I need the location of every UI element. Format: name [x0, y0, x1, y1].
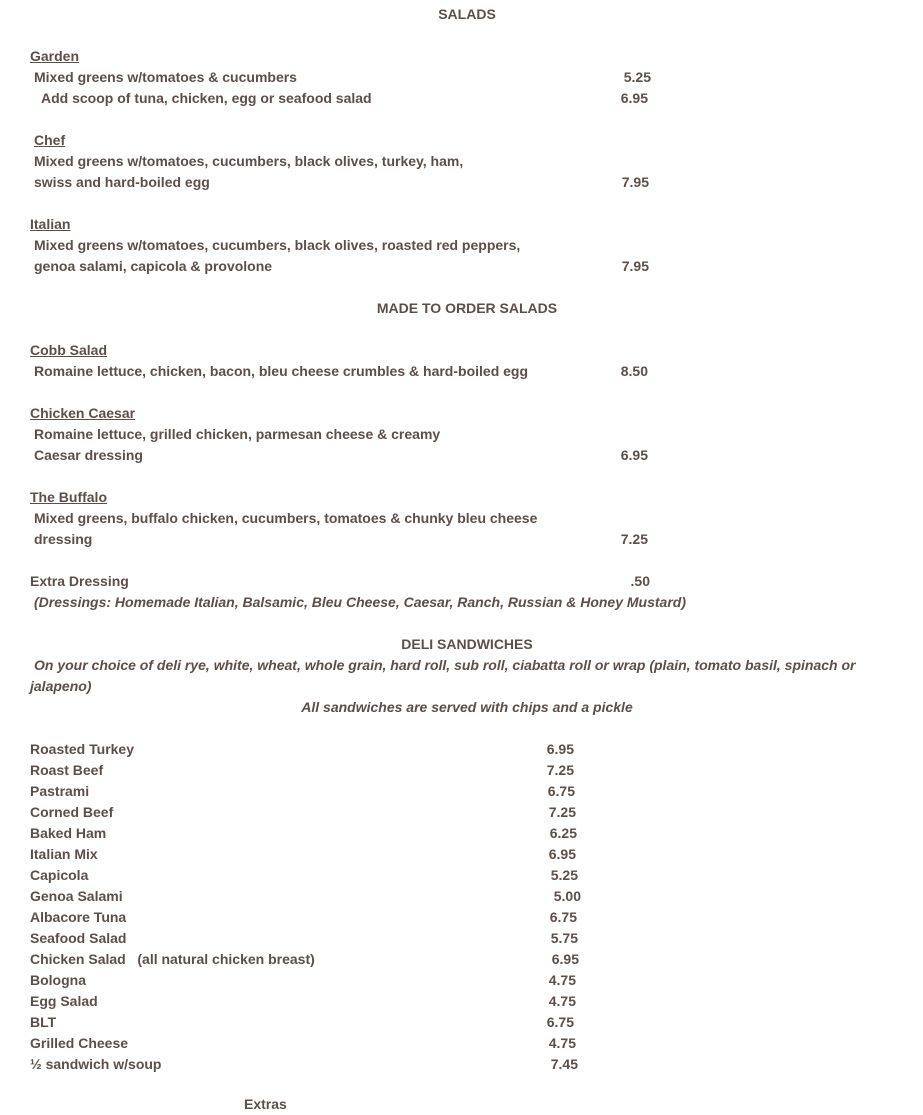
caesar-description-line1: Romaine lettuce, grilled chicken, parmesan cheese & creamy	[34, 426, 441, 442]
garden-addon-price: 6.95	[620, 90, 648, 106]
sandwich-price: 4.75	[548, 972, 576, 988]
sandwich-price: 7.25	[546, 762, 574, 778]
sandwich-price: 6.75	[546, 1014, 574, 1030]
garden-price: 5.25	[623, 69, 651, 85]
sandwich-name: Bologna	[30, 972, 86, 988]
garden-description: Mixed greens w/tomatoes & cucumbers	[34, 69, 297, 85]
caesar-price: 6.95	[620, 447, 648, 463]
italian-description-line2: genoa salami, capicola & provolone	[34, 258, 273, 274]
cobb-price: 8.50	[620, 363, 648, 379]
sandwich-name: ½ sandwich w/soup	[30, 1056, 162, 1072]
dressings-note: (Dressings: Homemade Italian, Balsamic, Bleu Cheese, Caesar, Ranch, Russian & Honey Mustard)	[34, 594, 686, 610]
sandwich-price: 7.25	[548, 804, 576, 820]
bread-choice-line1: On your choice of deli rye, white, wheat, whole grain, hard roll, sub roll, ciabatta roll or wrap (plain, tomato basil, spinach or	[34, 657, 856, 673]
chef-description-line1: Mixed greens w/tomatoes, cucumbers, black olives, turkey, ham,	[34, 153, 464, 169]
sandwich-price: 6.25	[549, 825, 577, 841]
sandwich-name: Seafood Salad	[30, 930, 127, 946]
sandwich-name: Chicken Salad (all natural chicken breast)	[30, 951, 315, 967]
extra-dressing-price: .50	[630, 573, 650, 589]
chef-title: Chef	[34, 132, 66, 148]
served-with-note: All sandwiches are served with chips and a pickle	[301, 699, 633, 715]
sandwich-name: Albacore Tuna	[30, 909, 127, 925]
sandwich-price: 5.75	[550, 930, 578, 946]
sandwich-price: 6.95	[551, 951, 579, 967]
sandwich-price: 6.75	[547, 783, 575, 799]
made-to-order-heading: MADE TO ORDER SALADS	[376, 300, 558, 316]
italian-description-line1: Mixed greens w/tomatoes, cucumbers, black olives, roasted red peppers,	[34, 237, 521, 253]
buffalo-title: The Buffalo	[30, 489, 107, 505]
sandwich-name: Italian Mix	[30, 846, 98, 862]
sandwich-price: 4.75	[548, 1035, 576, 1051]
cobb-title: Cobb Salad	[30, 342, 108, 358]
italian-price: 7.95	[621, 258, 649, 274]
buffalo-price: 7.25	[620, 531, 648, 547]
sandwich-price: 6.95	[548, 846, 576, 862]
sandwich-name: Roasted Turkey	[30, 741, 134, 757]
chef-description-line2: swiss and hard-boiled egg	[34, 174, 210, 190]
sandwich-price: 6.95	[546, 741, 574, 757]
bread-choice-line2: jalapeno)	[30, 678, 92, 694]
caesar-description-line2: Caesar dressing	[34, 447, 143, 463]
deli-heading: DELI SANDWICHES	[401, 636, 533, 652]
sandwich-name: Baked Ham	[30, 825, 107, 841]
sandwich-name: Egg Salad	[30, 993, 98, 1009]
sandwich-name: Grilled Cheese	[30, 1035, 129, 1051]
caesar-title: Chicken Caesar	[30, 405, 136, 421]
sandwich-price: 4.75	[548, 993, 576, 1009]
sandwich-name: Corned Beef	[30, 804, 114, 820]
sandwich-name: BLT	[30, 1014, 57, 1030]
salads-heading: SALADS	[438, 6, 496, 22]
sandwich-price: 5.00	[553, 888, 581, 904]
extras-heading: Extras	[244, 1096, 287, 1112]
sandwich-price: 6.75	[549, 909, 577, 925]
garden-addon: Add scoop of tuna, chicken, egg or seafood salad	[41, 90, 372, 106]
garden-title: Garden	[30, 48, 80, 64]
sandwich-name: Roast Beef	[30, 762, 104, 778]
sandwich-name: Pastrami	[30, 783, 90, 799]
sandwich-name: Capicola	[30, 867, 89, 883]
chef-price: 7.95	[621, 174, 649, 190]
sandwich-price: 7.45	[550, 1056, 578, 1072]
cobb-description: Romaine lettuce, chicken, bacon, bleu cheese crumbles & hard-boiled egg	[34, 363, 529, 379]
sandwich-price: 5.25	[550, 867, 578, 883]
italian-title: Italian	[30, 216, 71, 232]
buffalo-description-line1: Mixed greens, buffalo chicken, cucumbers, tomatoes & chunky bleu cheese	[34, 510, 538, 526]
buffalo-description-line2: dressing	[34, 531, 93, 547]
extra-dressing-title: Extra Dressing	[30, 573, 129, 589]
sandwich-name: Genoa Salami	[30, 888, 123, 904]
